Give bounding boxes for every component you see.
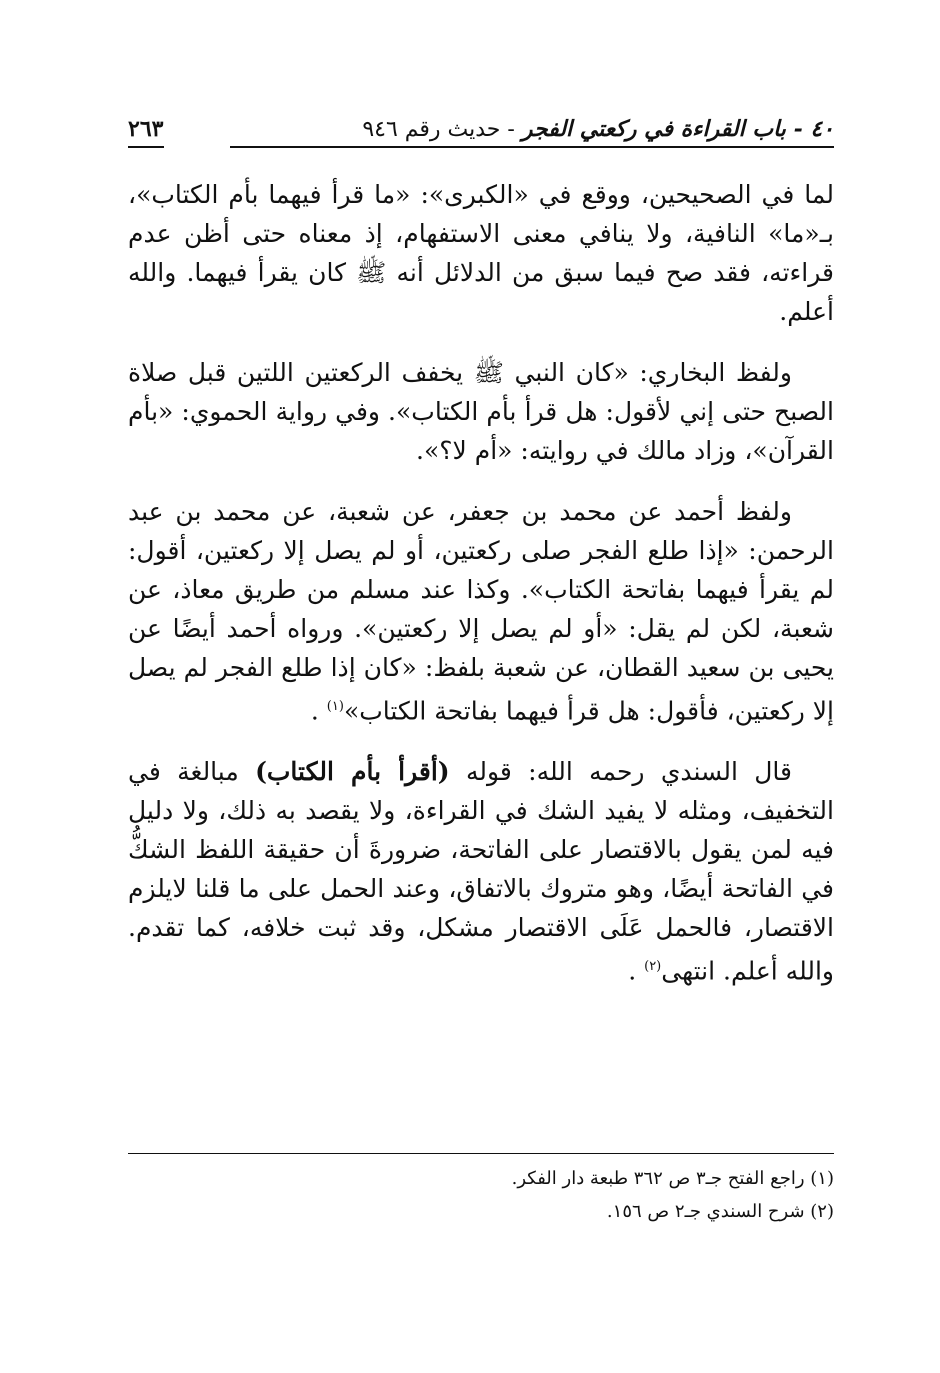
footnote-2: (٢) شرح السندي جـ٢ ص ١٥٦.	[606, 1201, 834, 1222]
hadith-number: - حديث رقم ٩٤٦	[362, 117, 515, 142]
footnote-ref-2: (٢)	[644, 959, 662, 975]
footnote-ref-1: (١)	[326, 699, 344, 714]
paragraph-2-text: ولفظ البخاري: «كان النبي ﷺ يخفف الركعتين اللتين قبل صلاة الصبح حتى إني لأقول: هل قرأ بأم الكتاب». وفي رواية الحموي: «بأم القرآن»، وزاد مالك في روايته: «أم لا؟».	[128, 358, 834, 465]
header-rule	[230, 146, 834, 148]
footnote-1: (١) راجع الفتح جـ٣ ص ٣٦٢ طبعة دار الفكر.	[511, 1168, 834, 1189]
paragraph-1	[128, 175, 834, 331]
footnote-rule	[128, 1153, 834, 1154]
footnotes	[128, 1162, 834, 1228]
quoted-phrase: (أقرأ بأم الكتاب)	[255, 757, 450, 787]
running-title	[362, 116, 834, 142]
page-number: ٢٦٣	[128, 116, 164, 142]
chapter-title: ٤٠ - باب القراءة في ركعتي الفجر	[521, 116, 834, 142]
running-header	[128, 100, 834, 142]
paragraph-4	[128, 752, 834, 990]
paragraph-3-tail: .	[310, 696, 327, 726]
paragraph-4-lead: قال السندي رحمه الله: قوله	[449, 757, 792, 787]
paragraph-2	[128, 353, 834, 470]
paragraph-3-text: ولفظ أحمد عن محمد بن جعفر، عن شعبة، عن محمد بن عبد الرحمن: «إذا طلع الفجر صلى ركعتين، أو لم يصل إلا ركعتين، أقول: لم يقرأ فيهما بفاتحة الكتاب». وكذا عند مسلم من طريق معاذ، عن شعبة، لكن لم يقل: «أو لم يصل إلا ركعتين». ورواه أحمد أيضًا عن يحيى بن سعيد القطان، عن شعبة بلفظ: «كان إذا طلع الفجر لم يصل إلا ركعتين، فأقول: هل قرأ فيهما بفاتحة الكتاب»	[128, 497, 834, 726]
paragraph-1-text: لما في الصحيحين، ووقع في «الكبرى»: «ما قرأ فيهما بأم الكتاب»، بـ«ما» النافية، ولا ينافي معنى الاستفهام، إذ معناه حتى أظن عدم قراءته، فقد صح فيما سبق من الدلائل أنه ﷺ كان يقرأ فيهما. والله أعلم.	[128, 180, 834, 326]
paragraph-4-text: مبالغة في التخفيف، ومثله لا يفيد الشك في القراءة، ولا يقصد به ذلك، ولا دليل فيه لمن يقول بالاقتصار على الفاتحة، ضرورةَ أن حقيقة اللفظ الشكُّ في الفاتحة أيضًا، وهو متروك بالاتفاق، وعند الحمل على ما قلنا لايلزم الاقتصار، فالحمل عَلَى الاقتصار مشكل، وقد ثبت خلافه، كما تقدم. والله أعلم. انتهى	[128, 757, 834, 986]
paragraph-4-tail: .	[628, 956, 645, 986]
body-text	[128, 175, 834, 1013]
page-number-rule	[128, 146, 164, 148]
paragraph-3	[128, 492, 834, 730]
